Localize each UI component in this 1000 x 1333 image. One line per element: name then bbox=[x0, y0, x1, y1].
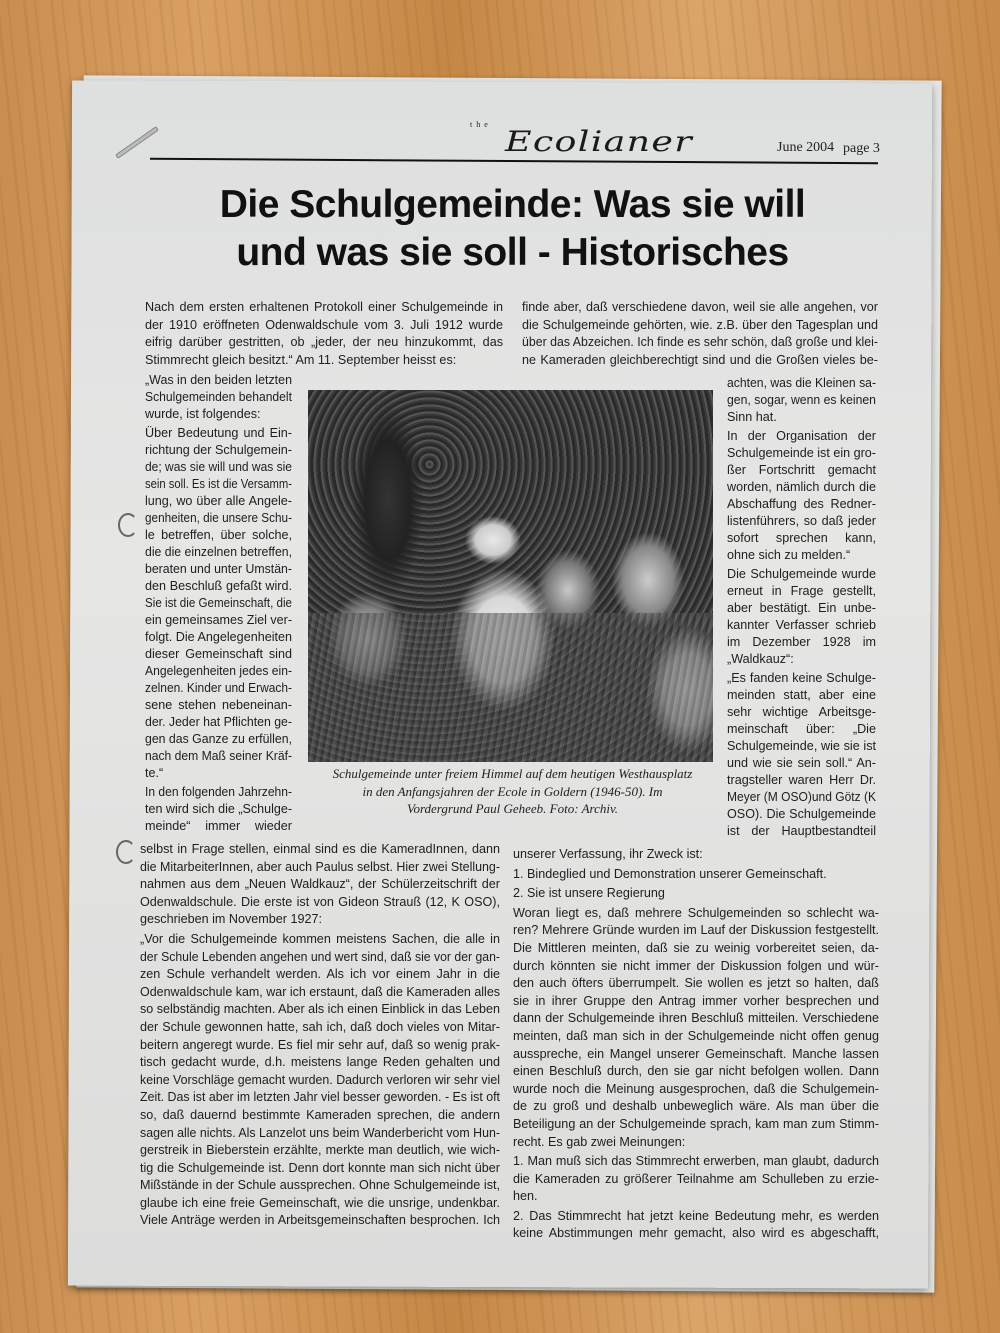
right-lower-column bbox=[513, 846, 879, 1245]
text-line-content: die die einzelnen betreffen, bbox=[145, 545, 292, 559]
text-line bbox=[727, 530, 876, 547]
text-line bbox=[513, 1063, 879, 1081]
logo-the: the bbox=[470, 120, 492, 129]
text-line bbox=[727, 583, 876, 600]
text-line-content: gen das Ganze zu erfüllen, bbox=[145, 732, 292, 746]
text-line bbox=[727, 375, 876, 392]
text-line bbox=[145, 317, 503, 335]
text-line-content: richtung der Schulgemein- bbox=[145, 443, 292, 457]
text-line-content: den auch öfters überrumpelt. Sie wollen es jetzt so halten, daß bbox=[513, 976, 879, 991]
text-line-content: ohne sich zu melden.“ bbox=[727, 548, 851, 562]
text-line bbox=[513, 993, 879, 1011]
text-line-content: Viele Anträge werden in Arbeitsgemeinschaften besprochen. Ich bbox=[140, 1213, 500, 1228]
text-line-content: 1. Man muß sich das Stimmrecht erwerben, man glaubt, dadurch bbox=[513, 1154, 879, 1169]
text-line-content: tig die Schulgemeinde ist. Denn dort konnte man sich nicht über bbox=[140, 1160, 500, 1175]
text-line-content: Über Bedeutung und Ein- bbox=[145, 426, 292, 440]
text-line-content: aber bestätigt. Ein unbe- bbox=[727, 601, 876, 615]
text-line-content: listenführers, so daß jeder bbox=[727, 514, 876, 528]
text-line-content: erneut in Frage gestellt, bbox=[727, 584, 876, 598]
paragraph bbox=[513, 905, 879, 1151]
text-line bbox=[513, 1010, 879, 1028]
text-line bbox=[140, 1019, 500, 1037]
text-line bbox=[140, 966, 500, 984]
text-line-content: sagen alle nichts. Als Lanzelot uns beim Wanderbericht vom Hun- bbox=[140, 1125, 500, 1140]
text-line bbox=[145, 801, 292, 818]
text-line-content: wurde noch die Meinung ausgesprochen, daß die Schulgemein- bbox=[513, 1081, 879, 1096]
text-line bbox=[513, 1081, 879, 1099]
paragraph bbox=[727, 670, 876, 840]
newsletter-logo: Ecolianer bbox=[505, 125, 693, 158]
text-line-content: 1. Bindeglied und Demonstration unserer Gemeinschaft. bbox=[513, 866, 827, 881]
text-line bbox=[140, 1212, 500, 1230]
text-line bbox=[727, 670, 876, 687]
text-line bbox=[145, 527, 292, 544]
paragraph bbox=[727, 566, 876, 668]
text-line bbox=[727, 617, 876, 634]
text-line bbox=[145, 334, 503, 352]
text-line bbox=[145, 578, 292, 595]
text-line bbox=[727, 462, 876, 479]
text-line bbox=[727, 428, 876, 445]
text-line bbox=[513, 1046, 879, 1064]
text-line-content: „Vor die Schulgemeinde kommen meistens Sachen, die alle in bbox=[140, 931, 500, 946]
text-line bbox=[145, 646, 292, 663]
text-line-content: sein soll. Es ist die Versamm- bbox=[145, 477, 292, 491]
text-line bbox=[145, 818, 292, 835]
text-line-content: Angelegenheiten jedes ein- bbox=[145, 664, 292, 678]
text-line-content: folgt. Die Angelegenheiten bbox=[145, 630, 292, 644]
text-line-content: nach dem Maß seiner Kräf- bbox=[145, 749, 292, 763]
text-line bbox=[727, 721, 876, 738]
text-line-content: meinschaft über: „Die bbox=[727, 722, 876, 736]
text-line bbox=[727, 823, 876, 840]
text-line-content: über das Abzeichen. Ich finde es sehr schön, daß große und klei- bbox=[522, 335, 878, 350]
text-line bbox=[727, 704, 876, 721]
text-line-content: Schulgemeinde, wie sie ist bbox=[727, 739, 876, 753]
issue-date: June 2004 bbox=[777, 140, 835, 155]
text-line-content: tisch gedacht wurde, d.h. meistens lange Reden gehalten und bbox=[140, 1055, 500, 1070]
text-line-content: Schulgemeinden behandelt bbox=[145, 390, 292, 404]
text-line-content: ßer Fortschritt gemacht bbox=[727, 463, 876, 477]
text-line bbox=[140, 841, 500, 859]
article-title-line-1: Die Schulgemeinde: Was sie will bbox=[219, 183, 806, 226]
text-line-content: der Schule Lebenden angehen und wert sind, daß sie vor der gan- bbox=[140, 949, 500, 964]
text-line bbox=[140, 984, 500, 1002]
text-line bbox=[513, 1208, 879, 1226]
text-line-content: ren? Mehrere Gründe wurden im Lauf der Diskussion festgestellt. bbox=[513, 923, 879, 938]
text-line-content: Nach dem ersten erhaltenen Protokoll einer Schulgemeinde in bbox=[145, 300, 503, 314]
text-line bbox=[513, 1098, 879, 1116]
right-top-paragraph bbox=[522, 299, 878, 371]
text-line-content: In den folgenden Jahrzehn- bbox=[145, 785, 292, 799]
left-lower-column bbox=[140, 841, 500, 1232]
text-line bbox=[513, 885, 879, 903]
paragraph bbox=[145, 299, 503, 369]
text-line-content: 2. Sie ist unsere Regierung bbox=[513, 886, 665, 901]
text-line-content: Woran liegt es, daß mehrere Schulgemeinden so schlecht wa- bbox=[513, 905, 879, 920]
text-line bbox=[140, 1107, 500, 1125]
text-line bbox=[513, 1028, 879, 1046]
text-line bbox=[140, 876, 500, 894]
text-line-content: Beteiligung an der Schulgemeinde sprach, kam man zum Stimm- bbox=[513, 1116, 879, 1131]
text-line-content: unserer Verfassung, ihr Zweck ist: bbox=[513, 847, 703, 861]
text-line-content: meinde“ immer wieder bbox=[145, 819, 292, 833]
page-number: page 3 bbox=[843, 141, 880, 156]
article-title-line-2: und was sie soll - Historisches bbox=[236, 231, 789, 274]
text-line-content: sofort sprechen kann, bbox=[727, 531, 876, 545]
text-line-content: geschrieben im November 1927: bbox=[140, 912, 323, 927]
text-line-content: finde aber, daß verschiedene davon, weil sie alle angehen, vor bbox=[522, 300, 878, 314]
text-line-content: beitern angeregt wurde. Es fiel mir sehr auf, daß so wenig prak- bbox=[140, 1037, 500, 1052]
text-line-content: so, daß dauernd bestimmte Kameraden sprechen, die andern bbox=[140, 1107, 500, 1122]
text-line bbox=[145, 299, 503, 317]
paragraph bbox=[727, 428, 876, 564]
text-line-content: keine Vorschläge gemacht wurden. Dadurch verloren wir sehr viel bbox=[140, 1072, 500, 1087]
text-line bbox=[522, 352, 878, 370]
text-line bbox=[727, 513, 876, 530]
text-line bbox=[727, 789, 876, 806]
text-line bbox=[140, 1089, 500, 1107]
text-line-content: keine Abstimmungen mehr gemacht, also wird es abgeschafft, bbox=[513, 1226, 879, 1241]
text-line bbox=[727, 496, 876, 513]
text-line bbox=[140, 859, 500, 877]
text-line bbox=[140, 1125, 500, 1143]
text-line-content: Die Schulgemeinde wurde bbox=[727, 567, 876, 581]
text-line bbox=[727, 772, 876, 789]
text-line bbox=[145, 459, 292, 476]
text-line bbox=[145, 748, 292, 765]
text-line bbox=[145, 442, 292, 459]
text-line-content: Meyer (M OSO)und Götz (K bbox=[727, 790, 876, 804]
punch-hole bbox=[116, 840, 136, 864]
text-line-content: lung, wo über alle Angele- bbox=[145, 494, 292, 508]
text-line-content: der 1910 eröffneten Odenwaldschule vom 3. Juli 1912 wurde bbox=[145, 317, 503, 332]
text-line-content: recht. Es gab zwei Meinungen: bbox=[513, 1134, 686, 1149]
text-line bbox=[145, 476, 292, 493]
text-line-content: ten wird sich die „Schulge- bbox=[145, 802, 292, 816]
text-line-content: der. Jeder hat Pflichten ge- bbox=[145, 715, 292, 729]
text-line bbox=[140, 1195, 500, 1213]
text-line-content: glaube ich eine freie Gemeinschaft, wie die unsrige, undenkbar. bbox=[140, 1195, 500, 1210]
text-line-content: Abschaffung des Redner- bbox=[727, 497, 876, 511]
text-line-content: Sie ist die Gemeinschaft, die bbox=[145, 596, 292, 610]
text-line bbox=[140, 1001, 500, 1019]
text-line-content: die Schulgemeinde gehörten, wie. z.B. über den Tagesplan und bbox=[522, 317, 878, 332]
text-line-content: de; was sie will und was sie bbox=[145, 460, 292, 474]
caption-line: Vordergrund Paul Geheeb. Foto: Archiv. bbox=[406, 801, 619, 816]
text-line bbox=[145, 389, 292, 406]
caption-line: Schulgemeinde unter freiem Himmel auf dem heutigen Westhausplatz bbox=[332, 766, 693, 781]
text-line bbox=[140, 1142, 500, 1160]
text-line-content: und wie sie sein soll.“ An- bbox=[727, 756, 876, 770]
text-line-content: Odenwaldschule kam, war ich erstaunt, daß die Kameraden alles bbox=[140, 984, 500, 999]
text-line-content: Mißstände in der Schule aussprechen. Ohne Schulgemeinde ist, bbox=[140, 1178, 500, 1193]
text-line bbox=[145, 784, 292, 801]
text-line bbox=[513, 866, 879, 884]
text-line bbox=[727, 600, 876, 617]
text-line-content: „Waldkauz“: bbox=[727, 652, 794, 666]
text-line-content: so selbständig machten. Aber als ich einen Einblick in das Leben bbox=[140, 1002, 500, 1017]
text-line bbox=[513, 1225, 879, 1243]
text-line-content: hen. bbox=[513, 1189, 538, 1204]
text-line-content: beraten und unter Umstän- bbox=[145, 562, 292, 576]
text-line-content: die Kameraden zu größerer Teilnahme am Schulleben zu erzie- bbox=[513, 1171, 879, 1186]
text-line-content: sehr wichtige Arbeitsge- bbox=[727, 705, 876, 719]
text-line-content: te.“ bbox=[145, 766, 164, 780]
text-line-content: zelnen. Kinder und Erwach- bbox=[145, 681, 292, 695]
text-line-content: dieser Gemeinschaft sind bbox=[145, 647, 292, 661]
caption-line: in den Anfangsjahren der Ecole in Goldern (1946-50). Im bbox=[362, 783, 663, 799]
text-line bbox=[727, 392, 876, 409]
text-line bbox=[727, 409, 876, 426]
text-line bbox=[513, 958, 879, 976]
text-line bbox=[145, 680, 292, 697]
text-line bbox=[727, 634, 876, 651]
text-line-content: sie in ihrer Gruppe den Antrag immer vorher besprechen und bbox=[513, 993, 879, 1008]
text-line-content: nahmen aus dem „Neuen Waldkauz“, der Schülerzeitschrift der bbox=[140, 877, 500, 892]
text-line bbox=[145, 406, 292, 423]
text-line bbox=[513, 975, 879, 993]
text-line-content: zen Schule verhandelt werden. Als ich vor einem Jahr in die bbox=[140, 967, 500, 982]
text-line-content: OSO). Die Schulgemeinde bbox=[727, 807, 876, 821]
text-line-content: der Schule gewonnen hatte, sah ich, daß doch vieles von Mitar- bbox=[140, 1019, 500, 1034]
paragraph bbox=[522, 299, 878, 369]
text-line bbox=[727, 687, 876, 704]
text-line bbox=[145, 714, 292, 731]
text-line-content: Die Mittleren meinten, daß sie zu weinig vorbereitet seien, da- bbox=[513, 940, 879, 955]
text-line bbox=[513, 905, 879, 923]
paragraph bbox=[145, 372, 292, 423]
intro-paragraph bbox=[145, 299, 503, 371]
paragraph bbox=[513, 866, 879, 884]
text-line bbox=[140, 1054, 500, 1072]
text-line bbox=[522, 334, 878, 352]
text-line bbox=[727, 806, 876, 823]
text-line bbox=[513, 922, 879, 940]
text-line bbox=[513, 1116, 879, 1134]
text-line bbox=[727, 445, 876, 462]
paragraph bbox=[140, 931, 500, 1230]
text-line bbox=[727, 738, 876, 755]
punch-hole bbox=[118, 513, 138, 537]
paragraph bbox=[513, 885, 879, 903]
paragraph bbox=[727, 375, 876, 426]
text-line bbox=[513, 1171, 879, 1189]
text-line-content: durch könnten sie nicht immer der Diskussion folgen und wür- bbox=[513, 958, 879, 973]
text-line bbox=[145, 663, 292, 680]
text-line bbox=[140, 1072, 500, 1090]
right-narrow-column bbox=[727, 375, 876, 842]
text-line-content: eifrig darüber gestritten, ob „jeder, der neu hinzukommt, das bbox=[145, 335, 503, 350]
text-line bbox=[522, 299, 878, 317]
text-line-content: gerstreik in Bieberstein erzählte, merkte man deutlich, wie wich- bbox=[140, 1143, 500, 1158]
text-line bbox=[727, 755, 876, 772]
text-line bbox=[727, 547, 876, 564]
text-line-content: ist der Hauptbestandteil bbox=[727, 824, 876, 838]
left-narrow-column bbox=[145, 372, 292, 837]
text-line-content: le betreffen, über solche, bbox=[145, 528, 292, 542]
text-line-content: tragsteller waren Herr Dr. bbox=[727, 773, 876, 787]
text-line bbox=[140, 931, 500, 949]
text-line-content: kannter Verfasser schrieb bbox=[727, 618, 876, 632]
text-line bbox=[145, 561, 292, 578]
text-line bbox=[140, 1160, 500, 1178]
text-line bbox=[140, 949, 500, 967]
text-line bbox=[727, 566, 876, 583]
text-line-content: dann der Schulgemeinde ihren Beschluß mitteilen. Verschiedene bbox=[513, 1011, 879, 1026]
text-line bbox=[145, 372, 292, 389]
text-line-content: ausspreche, ein Mangel unserer Gemeinschaft. Manche lassen bbox=[513, 1046, 879, 1061]
text-line bbox=[513, 846, 879, 864]
text-line bbox=[140, 894, 500, 912]
text-line-content: 2. Das Stimmrecht hat jetzt keine Bedeutung mehr, es werden bbox=[513, 1208, 879, 1223]
text-line bbox=[522, 317, 878, 335]
text-line-content: de zu groß und deshalb unbeweglich wäre. Als man über die bbox=[513, 1099, 879, 1114]
text-line bbox=[727, 651, 876, 668]
text-line bbox=[145, 510, 292, 527]
text-line bbox=[145, 544, 292, 561]
text-line-content: Zeit. Das ist aber im letzten Jahr viel besser geworden. - Es ist oft bbox=[140, 1090, 500, 1105]
paragraph bbox=[513, 846, 879, 864]
text-line-content: meinten, daß man sich in der Schulgemeinde nicht offen genug bbox=[513, 1028, 879, 1043]
text-line-content: „Was in den beiden letzten bbox=[145, 373, 292, 387]
text-line-content: ein gemeinsames Ziel ver- bbox=[145, 613, 292, 627]
text-line bbox=[145, 731, 292, 748]
text-line-content: meinden statt, aber eine bbox=[727, 688, 876, 702]
historic-photo bbox=[308, 390, 713, 762]
text-line-content: einen Beschluß durch, den sie gar nicht befolgen wollen. Dann bbox=[513, 1064, 879, 1079]
text-line-content: im Dezember 1928 im bbox=[727, 635, 876, 649]
text-line-content: ne Kameraden gleichberechtigt sind und die Großen vieles be- bbox=[522, 352, 878, 367]
paragraph bbox=[145, 425, 292, 782]
text-line-content: den Beschluß gefaßt wird. bbox=[145, 579, 292, 593]
paragraph bbox=[513, 1153, 879, 1206]
text-line bbox=[145, 765, 292, 782]
text-line bbox=[140, 1037, 500, 1055]
paragraph bbox=[513, 1208, 879, 1243]
text-line-content: Odenwaldschule. Die erste ist von Gideon Strauß (12, K OSO), bbox=[140, 894, 500, 909]
text-line bbox=[727, 479, 876, 496]
text-line bbox=[513, 940, 879, 958]
text-line-content: „Es fanden keine Schulge- bbox=[727, 671, 876, 685]
text-line bbox=[145, 352, 503, 370]
text-line-content: Stimmrecht gleich besitzt.“ Am 11. September heisst es: bbox=[145, 352, 457, 367]
text-line-content: Sinn hat. bbox=[727, 410, 777, 424]
text-line-content: sene stehen nebeneinan- bbox=[145, 698, 292, 712]
text-line-content: wurde, ist folgendes: bbox=[145, 407, 261, 421]
text-line-content: genheiten, die unsere Schu- bbox=[145, 511, 292, 525]
text-line-content: Schulgemeinde ist ein gro- bbox=[727, 446, 876, 460]
photo-caption bbox=[300, 765, 725, 818]
text-line-content: worden, nämlich durch die bbox=[727, 480, 876, 494]
text-line bbox=[140, 1177, 500, 1195]
text-line bbox=[145, 697, 292, 714]
text-line bbox=[145, 425, 292, 442]
text-line bbox=[513, 1134, 879, 1152]
text-line bbox=[513, 1188, 879, 1206]
text-line bbox=[513, 1153, 879, 1171]
text-line bbox=[140, 911, 500, 929]
paragraph bbox=[140, 841, 500, 929]
text-line-content: selbst in Frage stellen, einmal sind es die KameradInnen, dann bbox=[140, 842, 500, 856]
text-line bbox=[145, 629, 292, 646]
text-line-content: gen, sogar, wenn es keinen bbox=[727, 393, 876, 407]
text-line-content: In der Organisation der bbox=[727, 429, 876, 443]
text-line bbox=[145, 612, 292, 629]
text-line bbox=[145, 595, 292, 612]
paragraph bbox=[145, 784, 292, 835]
text-line-content: achten, was die Kleinen sa- bbox=[727, 376, 876, 390]
text-line-content: die MitarbeiterInnen, aber auch Paulus selbst. Hier zwei Stellung- bbox=[140, 859, 500, 874]
text-line bbox=[145, 493, 292, 510]
